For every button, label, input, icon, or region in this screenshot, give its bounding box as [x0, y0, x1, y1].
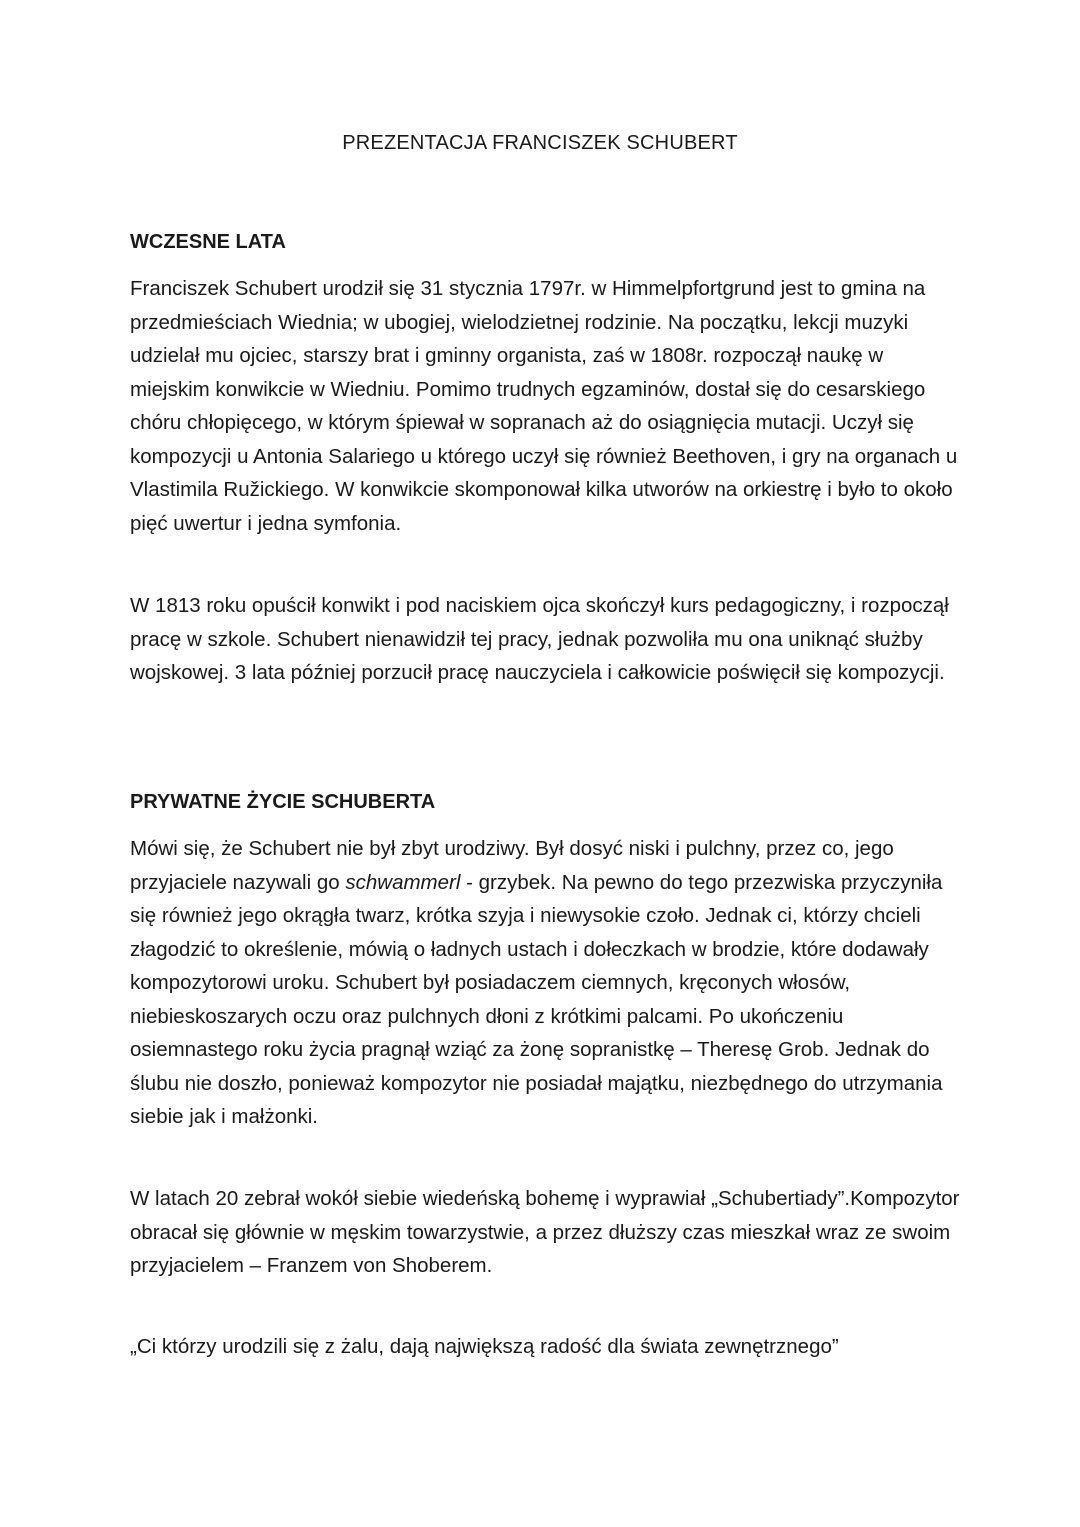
paragraph-text: - grzybek. Na pewno do tego przezwiska przyczyniła się również jego okrągła twarz, krótka szyja i niewysokie czoło. Jednak ci, którzy chcieli złagodzić to określenie, mówią o ładnych ustach i dołeczkach w brodzie, które dodawały kompozytorowi uroku. Schubert był posiadaczem ciemnych, kręconych włosów, niebieskoszarych oczu oraz pulchnych dłoni z krótkimi palcami. Po ukończeniu osiemnastego roku życia pragnął wziąć za żonę sopranistkę – Theresę Grob. Jednak do ślubu nie doszło, ponieważ kompozytor nie posiadał majątku, niezbędnego do utrzymania siebie jak i małżonki. [130, 870, 943, 1128]
nickname-italic: schwammerl [345, 870, 461, 894]
document-title: PREZENTACJA FRANCISZEK SCHUBERT [342, 132, 738, 154]
paragraph-text: Mówi się, że Schubert nie był zbyt urodziwy. Był dosyć niski i pulchny, przez co, jego przyjaciele nazywali go [130, 837, 894, 894]
section-heading-private-life: PRYWATNE ŻYCIE SCHUBERTA [130, 791, 436, 813]
paragraph-early-years-2: W 1813 roku opuścił konwikt i pod naciskiem ojca skończył kurs pedagogiczny, i rozpoczął pracę w szkole. Schubert nienawidził tej pracy, jednak pozwoliła mu ona uniknąć służby wojskowej. 3 lata później porzucił pracę nauczyciela i całkowicie poświęcił się kompozycji. [130, 594, 949, 684]
paragraph-private-life-1 [130, 832, 960, 1134]
paragraph-early-years-1: Franciszek Schubert urodził się 31 stycznia 1797r. w Himmelpfortgrund jest to gmina na przedmieściach Wiednia; w ubogiej, wielodzietnej rodzinie. Na początku, lekcji muzyki udzielał mu ojciec, starszy brat i gminny organista, zaś w 1808r. rozpoczął naukę w miejskim konwikcie w Wiedniu. Pomimo trudnych egzaminów, dostał się do cesarskiego chóru chłopięcego, w którym śpiewał w sopranach aż do osiągnięcia mutacji. Uczył się kompozycji u Antonia Salariego u którego uczył się również Beethoven, i gry na organach u Vlastimila Ružickiego. W konwikcie skomponował kilka utworów na orkiestrę i było to około pięć uwertur i jedna symfonia. [130, 277, 958, 535]
quote: „Ci którzy urodzili się z żalu, dają największą radość dla świata zewnętrznego” [130, 1335, 839, 1358]
paragraph-private-life-2: W latach 20 zebrał wokół siebie wiedeńską bohemę i wyprawiał „Schubertiady”.Kompozytor obracał się głównie w męskim towarzystwie, a przez dłuższy czas mieszkał wraz ze swoim przyjacielem – Franzem von Shoberem. [130, 1187, 960, 1277]
section-heading-early-years: WCZESNE LATA [130, 231, 286, 253]
